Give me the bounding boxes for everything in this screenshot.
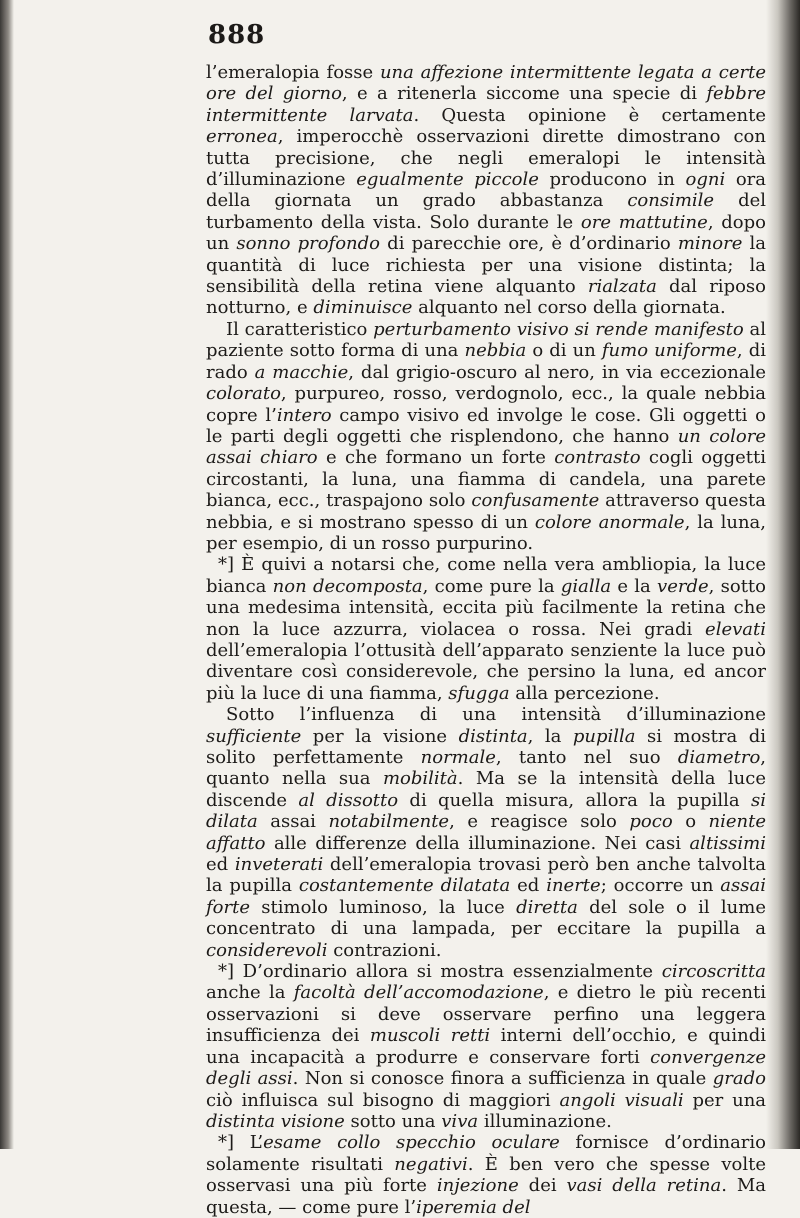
italic-run: inerte bbox=[546, 875, 601, 897]
italic-run: negativi bbox=[394, 1153, 468, 1175]
text-run: di quella misura, allora la pupilla bbox=[398, 789, 751, 811]
text-run: contrazioni. bbox=[327, 939, 442, 961]
text-run: , dopo un bbox=[206, 211, 766, 255]
italic-run: contrasto bbox=[554, 447, 641, 469]
text-run: . Non si conosce finora a sufficienza in quale bbox=[292, 1068, 713, 1090]
paragraph-p4 bbox=[206, 704, 766, 961]
text-run: , e a ritenerla siccome una specie di bbox=[341, 83, 707, 105]
text-run: sotto una bbox=[344, 1110, 442, 1132]
text-run: attraverso questa nebbia, e si mostrano spesso di un bbox=[206, 490, 766, 533]
text-run: campo visivo ed involge le cose. Gli oggetti o le parti degli oggetti che risplendono, che hanno bbox=[206, 404, 766, 447]
italic-run: ogni bbox=[685, 169, 726, 191]
italic-run: costantemente dilatata bbox=[298, 875, 511, 897]
italic-run: rialzata bbox=[587, 276, 657, 298]
italic-run: iperemia del bbox=[416, 1196, 531, 1218]
text-run: , tanto nel suo bbox=[495, 747, 678, 768]
italic-run: altissimi bbox=[689, 832, 766, 854]
text-run: e che formano un forte bbox=[317, 447, 555, 469]
italic-run: minore bbox=[677, 233, 743, 255]
text-run: , e reagisce solo bbox=[449, 811, 630, 833]
text-run: . È ben vero che spesse volte osservasi una più forte bbox=[206, 1153, 766, 1197]
paragraph-p6 bbox=[206, 1132, 766, 1218]
italic-run: mobilità bbox=[382, 768, 458, 790]
text-run: ed bbox=[510, 875, 547, 897]
italic-run: poco bbox=[629, 811, 673, 833]
text-run: producono in bbox=[538, 169, 686, 191]
italic-run: intero bbox=[276, 404, 332, 426]
italic-run: a macchie bbox=[254, 361, 349, 383]
text-run: dell’emeralopia l’ottusità dell’apparato senziente la luce può diventare così considerevole, che persino la luna, ed ancor più la luce di una fiamma, bbox=[206, 639, 766, 704]
italic-run: si dilata bbox=[206, 789, 766, 833]
italic-run: fumo uniforme bbox=[601, 340, 737, 362]
italic-run: assai forte bbox=[206, 875, 766, 918]
italic-run: una affezione intermittente legata a certe ore del giorno bbox=[206, 62, 766, 105]
text-run: alquanto nel corso della giornata. bbox=[412, 297, 726, 319]
text-run: , la luna, per esempio, di un rosso purpurino. bbox=[206, 511, 766, 554]
italic-run: sfugga bbox=[448, 682, 510, 704]
text-run: , la bbox=[527, 725, 573, 747]
text-run: ; occorre un bbox=[600, 875, 721, 897]
text-run: interni dell’occhio, e quindi una incapacità a produrre e conservare forti bbox=[206, 1025, 766, 1068]
italic-run: colore anormale bbox=[534, 511, 685, 533]
text-run: . Questa opinione è certamente bbox=[413, 104, 766, 126]
text-run: alla percezione. bbox=[509, 682, 660, 704]
right-page-edge bbox=[766, 0, 800, 1149]
text-run: , purpureo, rosso, verdognolo, ecc., la quale nebbia copre l’ bbox=[206, 383, 766, 426]
text-run: , e dietro le più recenti osservazioni si deve osservare perfino una leggera insufficienza dei bbox=[206, 982, 766, 1047]
text-run: la quantità di luce richiesta per una visione distinta; la sensibilità della retina viene alquanto bbox=[206, 233, 766, 298]
text-run: . Ma se la intensità della luce discende bbox=[206, 768, 766, 811]
text-run: , come pure la bbox=[422, 575, 561, 597]
text-run: ciò influisca sul bisogno di maggiori bbox=[206, 1089, 560, 1111]
text-run: per una bbox=[683, 1089, 767, 1111]
text-run: *] È quivi a notarsi che, come nella vera ambliopia, la luce bianca bbox=[206, 554, 766, 597]
italic-run: diametro bbox=[677, 747, 761, 768]
italic-run: muscoli retti bbox=[369, 1025, 491, 1047]
text-run: . Ma questa, — come pure l’ bbox=[206, 1175, 767, 1218]
italic-run: diminuisce bbox=[313, 297, 413, 319]
italic-run: circoscritta bbox=[661, 961, 766, 983]
text-run: , sotto una medesima intensità, eccita più facilmente la retina che non la luce azzurra, violacea o rossa. Nei gradi bbox=[206, 575, 767, 640]
italic-run: erronea bbox=[206, 126, 278, 148]
text-run: , imperocchè osservazioni dirette dimostrano con tutta precisione, che negli emeralopi le intensità d’illuminazione bbox=[206, 126, 766, 191]
text-run: , quanto nella sua bbox=[206, 747, 767, 790]
text-run: per la visione bbox=[301, 725, 459, 747]
italic-run: verde bbox=[657, 575, 709, 597]
text-run: Sotto l’influenza di una intensità d’illuminazione bbox=[226, 704, 766, 726]
italic-run: grado bbox=[712, 1068, 766, 1090]
italic-run: colorato bbox=[206, 383, 281, 405]
text-run: e la bbox=[611, 575, 658, 597]
italic-run: vasi della retina bbox=[566, 1175, 722, 1197]
text-run: *] L’ bbox=[218, 1132, 264, 1154]
paragraph-p3 bbox=[206, 554, 766, 704]
paragraph-p1 bbox=[206, 62, 766, 319]
text-run: ora della giornata un grado abbastanza bbox=[206, 169, 766, 212]
italic-run: nebbia bbox=[464, 340, 527, 362]
italic-run: diretta bbox=[516, 896, 578, 918]
text-run: del turbamento della vista. Solo durante le bbox=[206, 190, 767, 233]
text-run: stimolo luminoso, la luce bbox=[250, 896, 517, 918]
italic-run: elevati bbox=[705, 618, 766, 640]
text-run: l’emeralopia fosse bbox=[206, 62, 380, 83]
italic-run: sufficiente bbox=[206, 725, 302, 747]
text-run: ed bbox=[206, 854, 235, 876]
italic-run: facoltà dell’accomodazione bbox=[293, 982, 544, 1004]
text-run: o di un bbox=[526, 340, 602, 362]
italic-run: esame collo specchio oculare bbox=[263, 1132, 560, 1154]
italic-run: consimile bbox=[627, 190, 715, 212]
text-run: cogli oggetti circostanti, la luna, una fiamma di candela, una parete bianca, ecc., traspajono solo bbox=[206, 447, 766, 512]
italic-run: convergenze degli assi bbox=[206, 1046, 766, 1090]
italic-run: notabilmente bbox=[328, 811, 450, 833]
italic-run: distinta visione bbox=[206, 1110, 345, 1132]
italic-run: confusamente bbox=[471, 490, 600, 512]
italic-run: viva bbox=[441, 1110, 479, 1132]
text-run: , dal grigio-oscuro al nero, in via eccezionale bbox=[348, 361, 767, 383]
italic-run: pupilla bbox=[572, 725, 636, 747]
text-run: si mostra di solito perfettamente bbox=[206, 725, 767, 768]
italic-run: angoli visuali bbox=[559, 1089, 684, 1111]
text-run: dell’emeralopia trovasi però ben anche talvolta la pupilla bbox=[206, 854, 766, 897]
text-run: *] D’ordinario allora si mostra essenzialmente bbox=[218, 961, 662, 983]
italic-run: un colore assai chiaro bbox=[206, 425, 766, 469]
left-binding-shadow bbox=[0, 0, 14, 1149]
text-run: Il caratteristico bbox=[226, 318, 374, 340]
text-run: fornisce d’ordinario solamente risultati bbox=[206, 1132, 767, 1175]
italic-run: normale bbox=[420, 747, 496, 768]
text-run: alle differenze della illuminazione. Nei casi bbox=[265, 832, 690, 854]
paragraph-p2 bbox=[206, 319, 766, 554]
paragraph-p5 bbox=[206, 961, 766, 1132]
text-run: , di rado bbox=[206, 340, 766, 383]
italic-run: inveterati bbox=[234, 854, 324, 876]
text-run: dei bbox=[518, 1175, 567, 1197]
italic-run: non decomposta bbox=[272, 575, 423, 597]
text-run: del sole o il lume concentrato di una lampada, per eccitare la pupilla a bbox=[206, 896, 766, 940]
italic-run: febbre intermittente larvata bbox=[206, 83, 766, 126]
page-number: 888 bbox=[208, 20, 266, 50]
text-run: illuminazione. bbox=[478, 1110, 612, 1132]
italic-run: distinta bbox=[458, 725, 528, 747]
italic-run: considerevoli bbox=[206, 939, 328, 961]
text-run: di parecchie ore, è d’ordinario bbox=[380, 233, 678, 255]
italic-run: egualmente piccole bbox=[356, 169, 539, 191]
italic-run: sonno profondo bbox=[236, 233, 381, 255]
italic-run: al dissotto bbox=[298, 789, 399, 811]
text-run: anche la bbox=[206, 982, 294, 1004]
text-run: assai bbox=[257, 811, 329, 833]
italic-run: ore mattutine bbox=[580, 211, 708, 233]
italic-run: injezione bbox=[436, 1175, 519, 1197]
italic-run: perturbamento visivo si rende manifesto bbox=[373, 318, 744, 340]
italic-run: niente bbox=[708, 811, 767, 833]
text-run: dal riposo notturno, e bbox=[206, 276, 766, 319]
body-text bbox=[206, 62, 766, 1218]
text-run: al paziente sotto forma di una bbox=[206, 318, 766, 362]
italic-run: affatto bbox=[206, 832, 266, 854]
text-run: o bbox=[672, 811, 709, 833]
italic-run: gialla bbox=[560, 575, 612, 597]
